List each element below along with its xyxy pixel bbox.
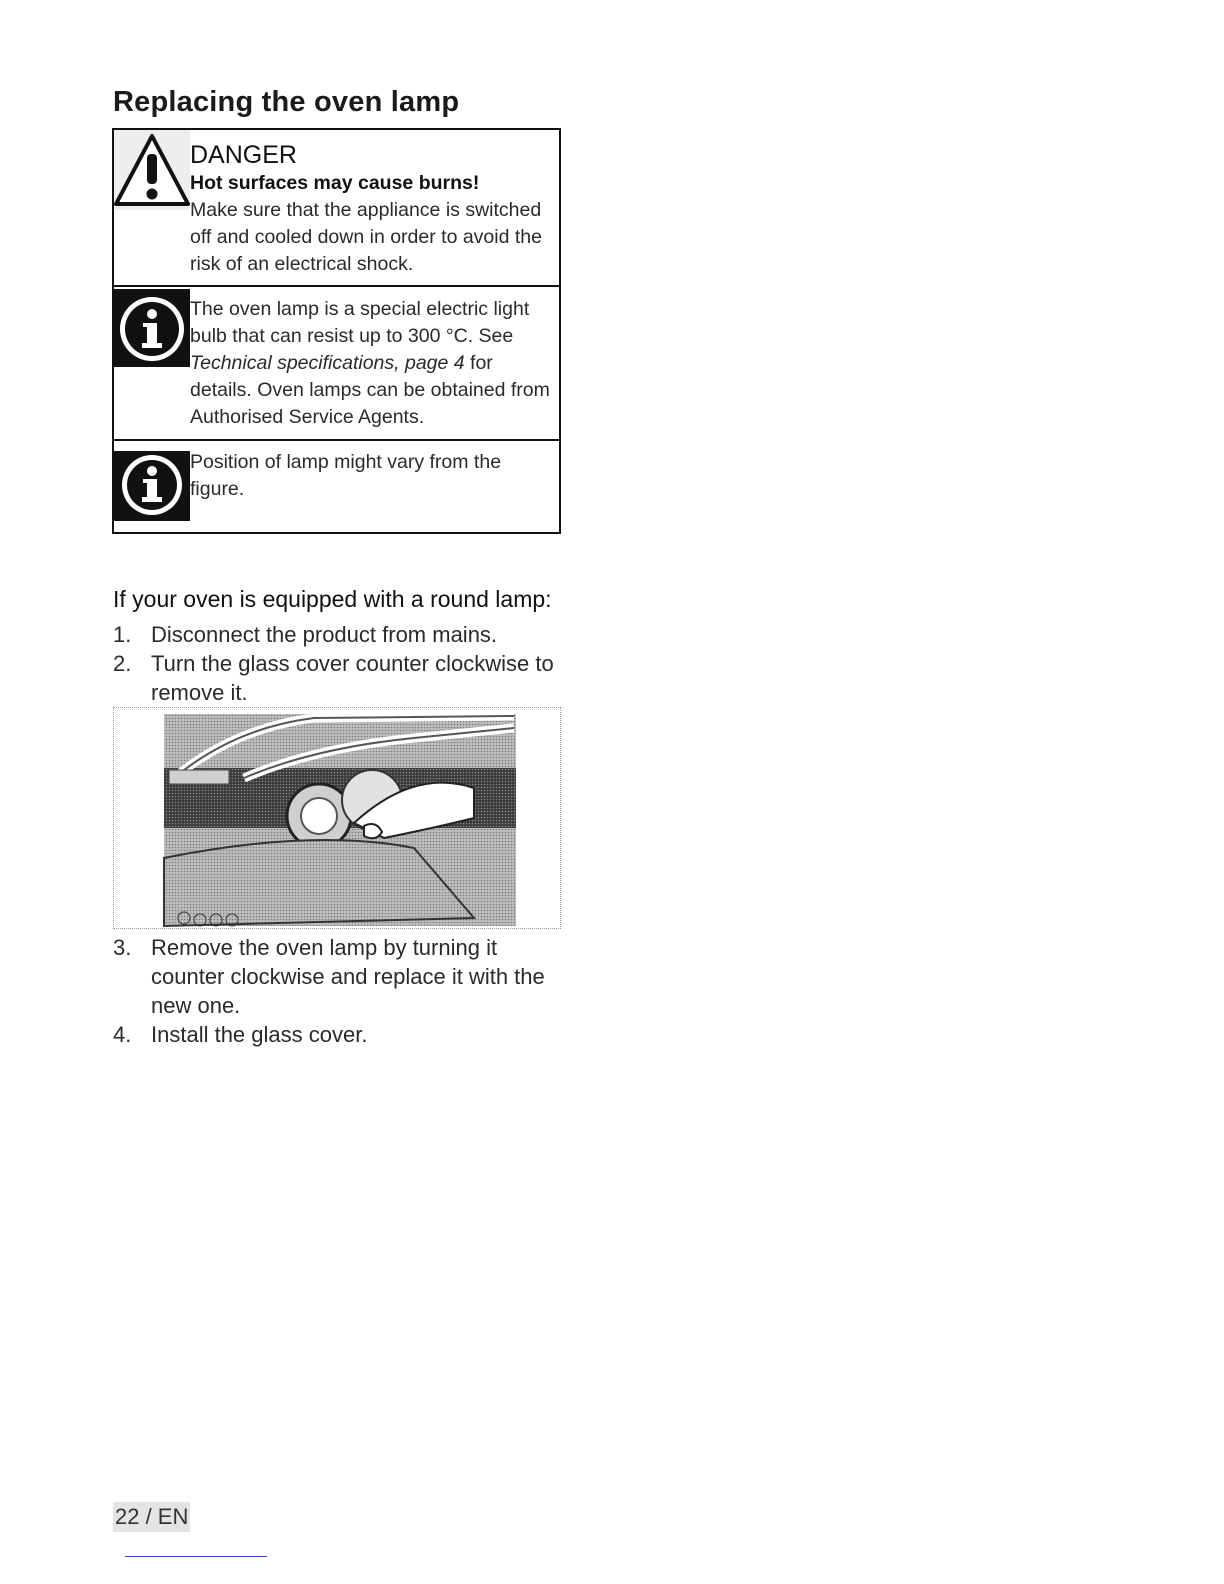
info-lamp-text-before: The oven lamp is a special electric light bulb that can resist up to 300 °C. See — [190, 298, 530, 347]
danger-heading: DANGER — [190, 141, 297, 169]
oven-lamp-figure — [113, 707, 561, 929]
section-heading: If your oven is equipped with a round lamp: — [113, 586, 552, 612]
list-item — [113, 1020, 573, 1049]
info-position-text: Position of lamp might vary from the figure. — [190, 451, 502, 500]
info-lamp-text-after: for details. Oven lamps can be obtained from Authorised Service Agents. — [190, 352, 550, 428]
list-item — [113, 933, 573, 1020]
oven-lamp-illustration-icon — [114, 708, 560, 928]
step-text: Turn the glass cover counter clockwise to remove it. — [151, 651, 554, 705]
page-number: 22 / EN — [113, 1502, 190, 1532]
info-icon — [114, 287, 190, 367]
steps-list-first — [113, 620, 573, 707]
list-item — [113, 620, 573, 649]
step-number: 3. — [113, 935, 132, 960]
danger-subheading: Hot surfaces may cause burns! — [190, 172, 480, 194]
step-text: Disconnect the product from mains. — [151, 622, 498, 647]
info-lamp-text — [190, 287, 559, 431]
danger-notice — [114, 130, 559, 287]
danger-body: Make sure that the appliance is switched off and cooled down in order to avoid the risk of an electrical shock. — [190, 199, 542, 275]
technical-specifications-reference[interactable]: Technical specifications, page 4 — [190, 352, 465, 374]
footer-divider — [125, 1556, 267, 1557]
step-text: Install the glass cover. — [151, 1022, 368, 1047]
step-number: 4. — [113, 1022, 132, 1047]
list-item — [113, 649, 573, 707]
steps-list-second — [113, 933, 573, 1049]
warning-triangle-icon — [114, 130, 190, 210]
step-number: 1. — [113, 622, 132, 647]
info-notice-lamp — [114, 287, 559, 441]
page-title: Replacing the oven lamp — [113, 86, 460, 118]
notice-box — [112, 128, 561, 534]
step-number: 2. — [113, 651, 132, 676]
info-notice-position — [114, 441, 559, 532]
step-text: Remove the oven lamp by turning it counter clockwise and replace it with the new one. — [151, 935, 545, 1018]
info-icon — [114, 441, 190, 521]
